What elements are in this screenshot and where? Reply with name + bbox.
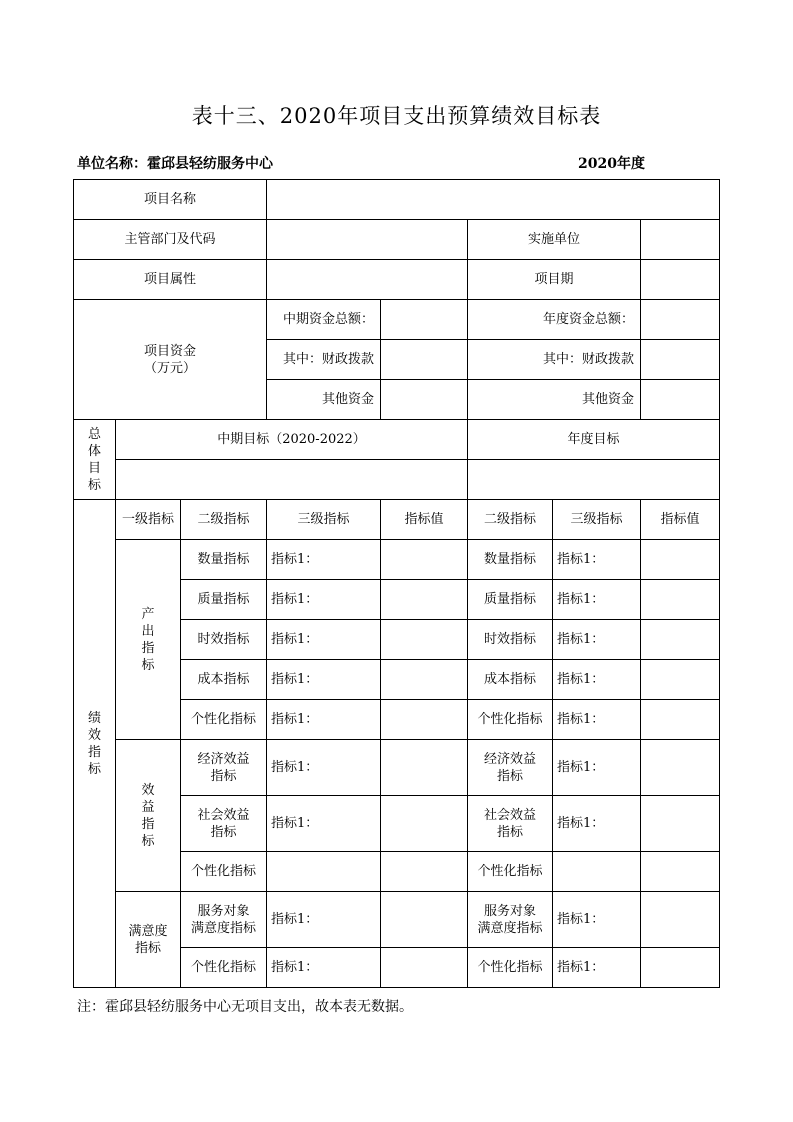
value-cell bbox=[641, 620, 720, 660]
satisfaction-indicator-label: 满意度 指标 bbox=[116, 892, 181, 988]
value-header-year: 指标值 bbox=[641, 500, 720, 540]
document-title: 表十三、2020年项目支出预算绩效目标表 bbox=[191, 104, 602, 128]
perf-indicator-label: 绩效指标 bbox=[74, 500, 116, 988]
project-period-label: 项目期 bbox=[468, 260, 641, 300]
mid-fiscal-label: 其中：财政拨款 bbox=[267, 340, 381, 380]
indicator-cell: 指标1： bbox=[553, 580, 641, 620]
value-cell bbox=[381, 540, 468, 580]
year-target-header: 年度目标 bbox=[468, 420, 720, 460]
indicator-cell: 指标1： bbox=[267, 620, 381, 660]
level2-header-mid: 二级指标 bbox=[181, 500, 267, 540]
service-satisfaction-label-year: 服务对象 满意度指标 bbox=[468, 892, 553, 948]
year-fiscal-label: 其中：财政拨款 bbox=[468, 340, 641, 380]
year-other-value bbox=[641, 380, 720, 420]
year-fiscal-value bbox=[641, 340, 720, 380]
indicator-cell: 指标1： bbox=[267, 740, 381, 796]
indicator-cell: 指标1： bbox=[553, 700, 641, 740]
value-cell bbox=[641, 700, 720, 740]
mid-target-value bbox=[116, 460, 468, 500]
value-cell bbox=[381, 700, 468, 740]
project-period-value bbox=[641, 260, 720, 300]
quality-label-mid: 质量指标 bbox=[181, 580, 267, 620]
year-total-label: 年度资金总额： bbox=[468, 300, 641, 340]
level2-header-year: 二级指标 bbox=[468, 500, 553, 540]
indicator-cell: 指标1： bbox=[553, 620, 641, 660]
project-name-value bbox=[267, 180, 720, 220]
personal-label-year: 个性化指标 bbox=[468, 852, 553, 892]
indicator-cell: 指标1： bbox=[267, 892, 381, 948]
indicator-cell: 指标1： bbox=[553, 796, 641, 852]
impl-unit-label: 实施单位 bbox=[468, 220, 641, 260]
indicator-cell: 指标1： bbox=[553, 948, 641, 988]
performance-target-table bbox=[73, 179, 720, 988]
value-cell bbox=[381, 796, 468, 852]
project-attr-label: 项目属性 bbox=[74, 260, 267, 300]
level1-header: 一级指标 bbox=[116, 500, 181, 540]
value-cell bbox=[641, 580, 720, 620]
value-cell bbox=[381, 892, 468, 948]
timeliness-label-year: 时效指标 bbox=[468, 620, 553, 660]
year-target-value bbox=[468, 460, 720, 500]
mid-fiscal-value bbox=[381, 340, 468, 380]
value-cell bbox=[381, 948, 468, 988]
indicator-cell: 指标1： bbox=[267, 796, 381, 852]
indicator-cell: 指标1： bbox=[553, 892, 641, 948]
mid-other-label: 其他资金 bbox=[267, 380, 381, 420]
value-cell bbox=[381, 740, 468, 796]
mid-total-value bbox=[381, 300, 468, 340]
indicator-cell: 指标1： bbox=[553, 540, 641, 580]
project-funds-label bbox=[74, 300, 267, 420]
personal-label-mid: 个性化指标 bbox=[181, 948, 267, 988]
quantity-label-mid: 数量指标 bbox=[181, 540, 267, 580]
cost-label-mid: 成本指标 bbox=[181, 660, 267, 700]
value-cell bbox=[641, 852, 720, 892]
overall-target-label: 总体目标 bbox=[74, 420, 116, 500]
service-satisfaction-label-mid: 服务对象 满意度指标 bbox=[181, 892, 267, 948]
personal-label-mid: 个性化指标 bbox=[181, 852, 267, 892]
project-name-label: 项目名称 bbox=[74, 180, 267, 220]
value-header-mid: 指标值 bbox=[381, 500, 468, 540]
project-attr-value bbox=[267, 260, 468, 300]
funds-label-line2: （万元） bbox=[144, 360, 197, 376]
personal-label-year: 个性化指标 bbox=[468, 700, 553, 740]
economic-label-mid: 经济效益 指标 bbox=[181, 740, 267, 796]
level3-header-mid: 三级指标 bbox=[267, 500, 381, 540]
mid-other-value bbox=[381, 380, 468, 420]
value-cell bbox=[641, 540, 720, 580]
dept-code-label: 主管部门及代码 bbox=[74, 220, 267, 260]
indicator-cell: 指标1： bbox=[553, 740, 641, 796]
year-other-label: 其他资金 bbox=[468, 380, 641, 420]
indicator-cell: 指标1： bbox=[267, 540, 381, 580]
report-year: 2020年度 bbox=[578, 156, 645, 172]
value-cell bbox=[381, 620, 468, 660]
timeliness-label-mid: 时效指标 bbox=[181, 620, 267, 660]
indicator-cell-empty bbox=[553, 852, 641, 892]
indicator-cell: 指标1： bbox=[267, 948, 381, 988]
indicator-cell-empty bbox=[267, 852, 381, 892]
value-cell bbox=[381, 852, 468, 892]
output-indicator-label: 产出指标 bbox=[116, 540, 181, 740]
personal-label-mid: 个性化指标 bbox=[181, 700, 267, 740]
personal-label-year: 个性化指标 bbox=[468, 948, 553, 988]
indicator-cell: 指标1： bbox=[553, 660, 641, 700]
value-cell bbox=[381, 660, 468, 700]
social-label-year: 社会效益 指标 bbox=[468, 796, 553, 852]
value-cell bbox=[641, 660, 720, 700]
benefit-indicator-label: 效益指标 bbox=[116, 740, 181, 892]
indicator-cell: 指标1： bbox=[267, 580, 381, 620]
footnote: 注：霍邱县轻纺服务中心无项目支出，故本表无数据。 bbox=[77, 999, 413, 1015]
value-cell bbox=[381, 580, 468, 620]
quantity-label-year: 数量指标 bbox=[468, 540, 553, 580]
mid-target-header: 中期目标（2020-2022） bbox=[116, 420, 468, 460]
indicator-cell: 指标1： bbox=[267, 660, 381, 700]
level3-header-year: 三级指标 bbox=[553, 500, 641, 540]
social-label-mid: 社会效益 指标 bbox=[181, 796, 267, 852]
indicator-cell: 指标1： bbox=[267, 700, 381, 740]
value-cell bbox=[641, 948, 720, 988]
value-cell bbox=[641, 740, 720, 796]
value-cell bbox=[641, 892, 720, 948]
unit-name: 单位名称：霍邱县轻纺服务中心 bbox=[77, 156, 273, 172]
quality-label-year: 质量指标 bbox=[468, 580, 553, 620]
year-total-value bbox=[641, 300, 720, 340]
value-cell bbox=[641, 796, 720, 852]
dept-code-value bbox=[267, 220, 468, 260]
cost-label-year: 成本指标 bbox=[468, 660, 553, 700]
mid-total-label: 中期资金总额： bbox=[267, 300, 381, 340]
impl-unit-value bbox=[641, 220, 720, 260]
economic-label-year: 经济效益 指标 bbox=[468, 740, 553, 796]
funds-label-line1: 项目资金 bbox=[144, 343, 197, 359]
